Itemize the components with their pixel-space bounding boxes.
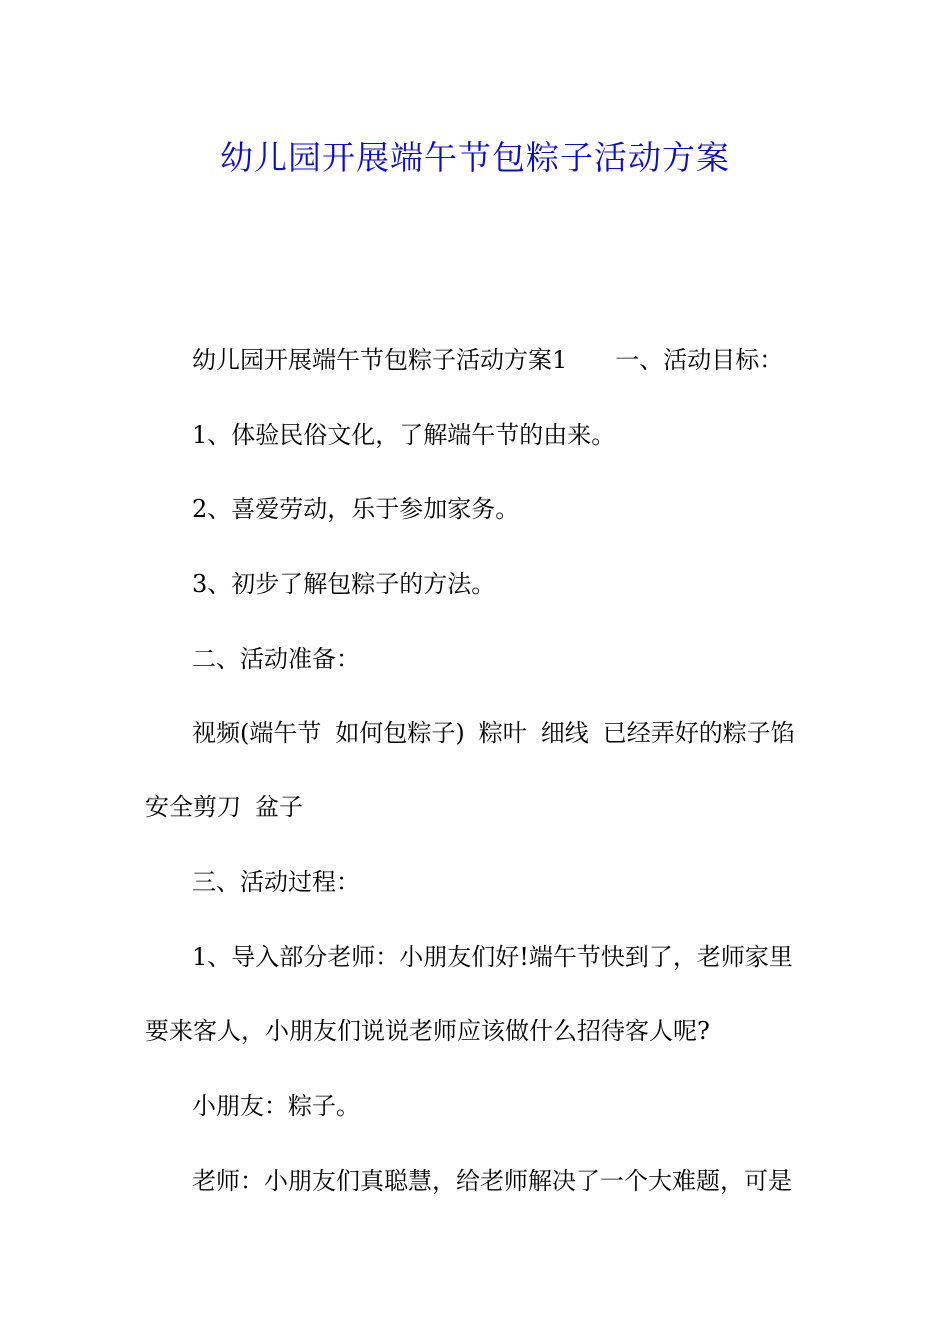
- prep-item-basin: 盆子: [255, 793, 303, 821]
- prep-item-scissors: 安全剪刀: [145, 793, 241, 821]
- prep-heading: 二、活动准备：: [192, 645, 360, 673]
- goal-item-3: 3、初步了解包粽子的方法。: [192, 570, 496, 598]
- process-heading: 三、活动过程：: [192, 868, 360, 896]
- process-p1-line1: 1、导入部分老师：小朋友们好!端午节快到了，老师家里: [192, 943, 793, 971]
- prep-item-thread: 细线: [540, 719, 589, 747]
- intro-section: 一、活动目标：: [615, 346, 784, 374]
- goal-item-1: 1、体验民俗文化，了解端午节的由来。: [192, 421, 616, 449]
- prep-line-1: [192, 718, 795, 748]
- process-p1-line2: 要来客人，小朋友们说说老师应该做什么招待客人呢?: [145, 1017, 710, 1045]
- prep-line-2: [145, 792, 303, 822]
- prep-item-filling: 已经弄好的粽子馅: [602, 719, 795, 747]
- prep-item-leaves: 粽叶: [478, 719, 527, 747]
- intro-line: [192, 345, 783, 375]
- intro-heading: 幼儿园开展端午节包粽子活动方案1: [192, 346, 568, 374]
- prep-item-video: 视频(端午节: [192, 719, 322, 747]
- goal-item-2: 2、喜爱劳动，乐于参加家务。: [192, 495, 520, 523]
- teacher-line-1: 老师：小朋友们真聪慧，给老师解决了一个大难题，可是: [192, 1167, 792, 1195]
- document-title: 幼儿园开展端午节包粽子活动方案: [220, 138, 730, 177]
- kids-reply: 小朋友：粽子。: [192, 1092, 360, 1120]
- prep-item-video-2: 如何包粽子): [335, 719, 465, 747]
